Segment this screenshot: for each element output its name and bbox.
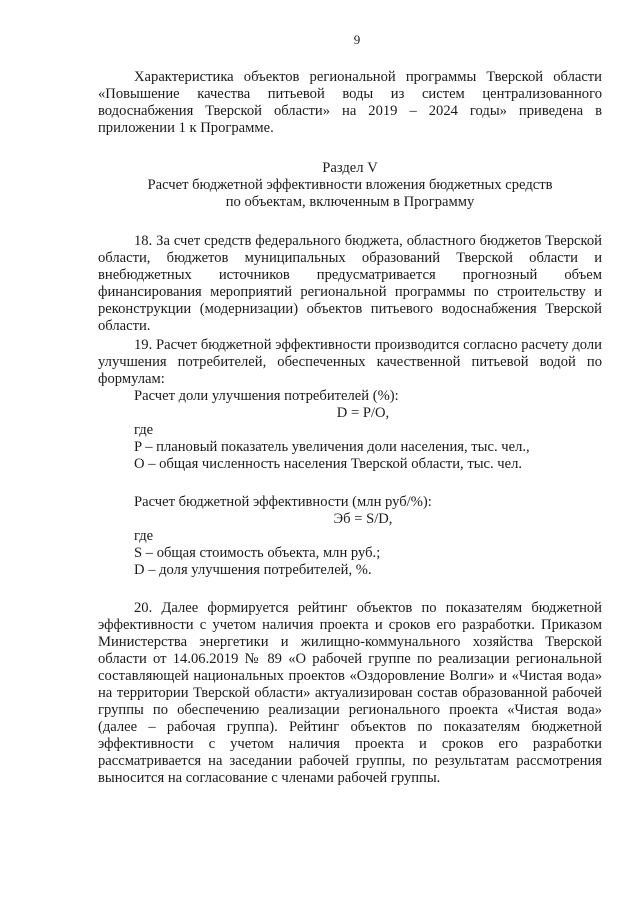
formula-1-label: Расчет доли улучшения потребителей (%): [134, 388, 399, 404]
intro-paragraph: Характеристика объектов региональной программы Тверской области «Повышение качества питьевой воды из систем централизованного водоснабжения Тверской области» на 2019 – 2024 годы» приведена в приложении 1 к Программе. [98, 69, 602, 136]
formula-1-definition: P – плановый показатель увеличения доли населения, тыс. чел., [134, 439, 530, 455]
formula-1-expression: D = P/O, [336, 405, 390, 421]
section-title-line-2: по объектам, включенным в Программу [225, 194, 475, 210]
paragraph-20: 20. Далее формируется рейтинг объектов по показателям бюджетной эффективности с учетом наличия проекта и сроков его разработки. Приказом Министерства энергетики и жилищно-коммунального хозяйства Тверской области от 14.06.2019 № 89 «О рабочей группе по реализации региональной составляющей национальных проектов «Оздоровление Волги» и «Чистая вода» на территории Тверской области» актуализирован состав образованной рабочей группы по обеспечению реализации регионального проекта «Чистая вода» (далее – рабочая группа). Рейтинг объектов по показателям бюджетной эффективности с учетом наличия проекта и сроков его разработки рассматривается на заседании рабочей группы, по результатам рассмотрения выносится на согласование с членами рабочей группы. [98, 600, 602, 786]
formula-2-where: где [134, 528, 154, 544]
paragraph-18: 18. За счет средств федерального бюджета, областного бюджетов Тверской области, бюджетов муниципальных образований Тверской области и внебюджетных источников предусматривается прогнозный объем финансирования мероприятий региональной программы по строительству и реконструкции (модернизации) объектов питьевого водоснабжения Тверской области. [98, 233, 602, 334]
section-number: Раздел V [322, 160, 378, 176]
paragraph-19: 19. Расчет бюджетной эффективности производится согласно расчету доли улучшения потребителей, обеспеченных качественной питьевой водой по формулам: [98, 337, 602, 387]
formula-2-definition: S – общая стоимость объекта, млн руб.; [134, 545, 381, 561]
formula-2-expression: Эб = S/D, [333, 511, 393, 527]
section-title-line-1: Расчет бюджетной эффективности вложения бюджетных средств [147, 177, 553, 193]
formula-1-where: где [134, 422, 154, 438]
section-heading [98, 160, 602, 211]
formula-2-definition: D – доля улучшения потребителей, %. [134, 562, 372, 578]
formula-block-1 [98, 388, 602, 473]
formula-block-2 [98, 494, 602, 579]
page-number: 9 [353, 32, 361, 47]
formula-2-label: Расчет бюджетной эффективности (млн руб/%): [134, 494, 432, 510]
formula-1-definition: O – общая численность населения Тверской области, тыс. чел. [134, 456, 523, 472]
